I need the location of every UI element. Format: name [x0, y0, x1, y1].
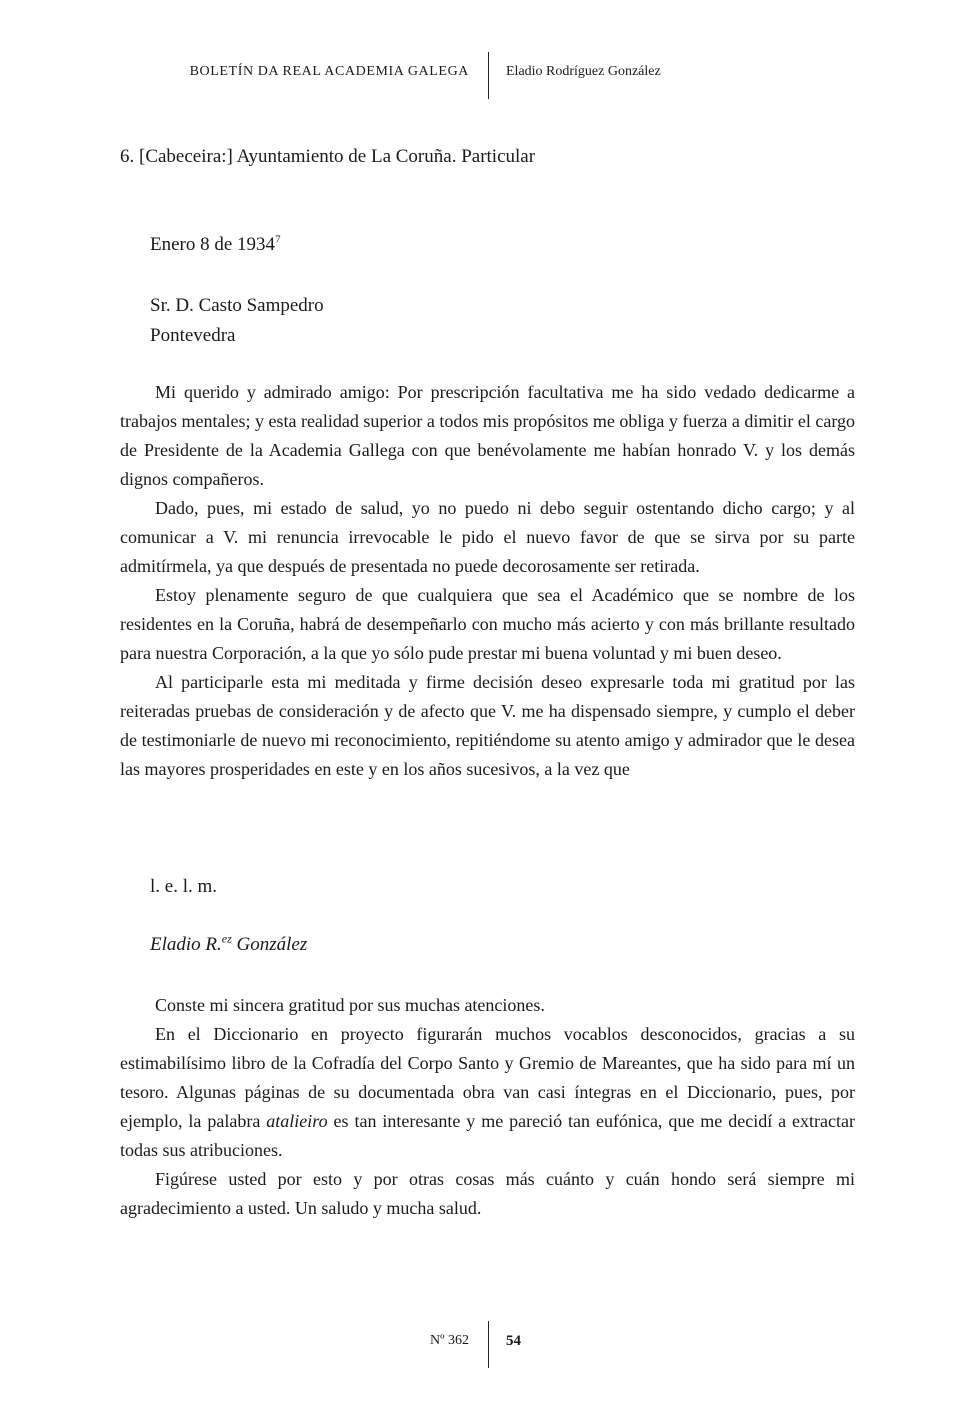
body-paragraph: Dado, pues, mi estado de salud, yo no puedo ni debo seguir ostentando dicho cargo; y al comunicar a V. mi renuncia irrevocable le pido el nuevo favor de que se sirva por su parte admitírmela, ya que después de presentada no puede decorosamente ser retirada.	[120, 498, 855, 576]
postscript-paragraph	[120, 1020, 855, 1165]
footer-divider	[488, 1321, 489, 1368]
body-paragraph: Al participarle esta mi meditada y firme decisión deseo expresarle toda mi gratitud por las reiteradas pruebas de consideración y de afecto que V. me ha dispensado siempre, y cumplo el deber de testimoniarle de nuevo mi reconocimiento, repitiéndome su atento amigo y admirador que le desea las mayores prosperidades en este y en los años sucesivos, a la vez que	[120, 672, 855, 779]
postscript-italic-word: atalieiro	[266, 1111, 328, 1131]
page-number: 54	[506, 1333, 521, 1349]
postscript	[120, 991, 855, 1223]
postscript-paragraph: Figúrese usted por esto y por otras cosas más cuánto y cuán hondo será siempre mi agradecimiento a usted. Un saludo y mucha salud.	[120, 1169, 855, 1218]
letter-date	[150, 234, 281, 256]
signature-first: Eladio R.	[150, 934, 222, 955]
addressee-name: Sr. D. Casto Sampedro	[150, 295, 324, 316]
body-paragraph: Mi querido y admirado amigo: Por prescripción facultativa me ha sido vedado dedicarme a trabajos mentales; y esta realidad superior a todos mis propósitos me obliga y fuerza a dimitir el cargo de Presidente de la Academia Gallega con que benévolamente me habían honrado V. y los demás dignos compañeros.	[120, 382, 855, 489]
signature-last: González	[231, 934, 308, 955]
header-divider	[488, 52, 489, 99]
running-header-journal: BOLETÍN DA REAL ACADEMIA GALEGA	[189, 64, 469, 79]
body-paragraph: Estoy plenamente seguro de que cualquiera que sea el Académico que se nombre de los residentes en la Coruña, habrá de desempeñarlo con mucho más acierto y con más brillante resultado para nuestra Corporación, a la que yo sólo pude prestar mi buena voluntad y mi buen deseo.	[120, 585, 855, 663]
footnote-marker: 7	[275, 233, 281, 246]
running-header-author: Eladio Rodríguez González	[506, 64, 661, 79]
section-title: 6. [Cabeceira:] Ayuntamiento de La Coruña. Particular	[120, 146, 536, 167]
postscript-paragraph: Conste mi sincera gratitud por sus muchas atenciones.	[155, 995, 545, 1015]
postscript-text: En el Diccionario en proyecto figurarán muchos vocablos desconocidos, gracias a su estimabilísimo libro de la Cofradía del Corpo Santo y Gremio de Mareantes, que ha sido para mí un tesoro. Algunas páginas de su documentada obra van casi íntegras en el Diccionario, pues, por ejemplo, la palabra	[120, 1024, 855, 1131]
closing-formula: l. e. l. m.	[150, 876, 218, 897]
addressee	[150, 291, 324, 351]
issue-number: Nº 362	[430, 1333, 469, 1348]
signature	[150, 931, 308, 956]
signature-superscript: ez	[221, 931, 232, 946]
letter-body	[120, 378, 855, 784]
date-text: Enero 8 de 1934	[150, 234, 276, 255]
postscript-text: es tan interesante y me pareció tan eufónica, que me decidí a extractar todas sus atribuciones.	[120, 1111, 856, 1160]
addressee-city: Pontevedra	[150, 325, 236, 346]
